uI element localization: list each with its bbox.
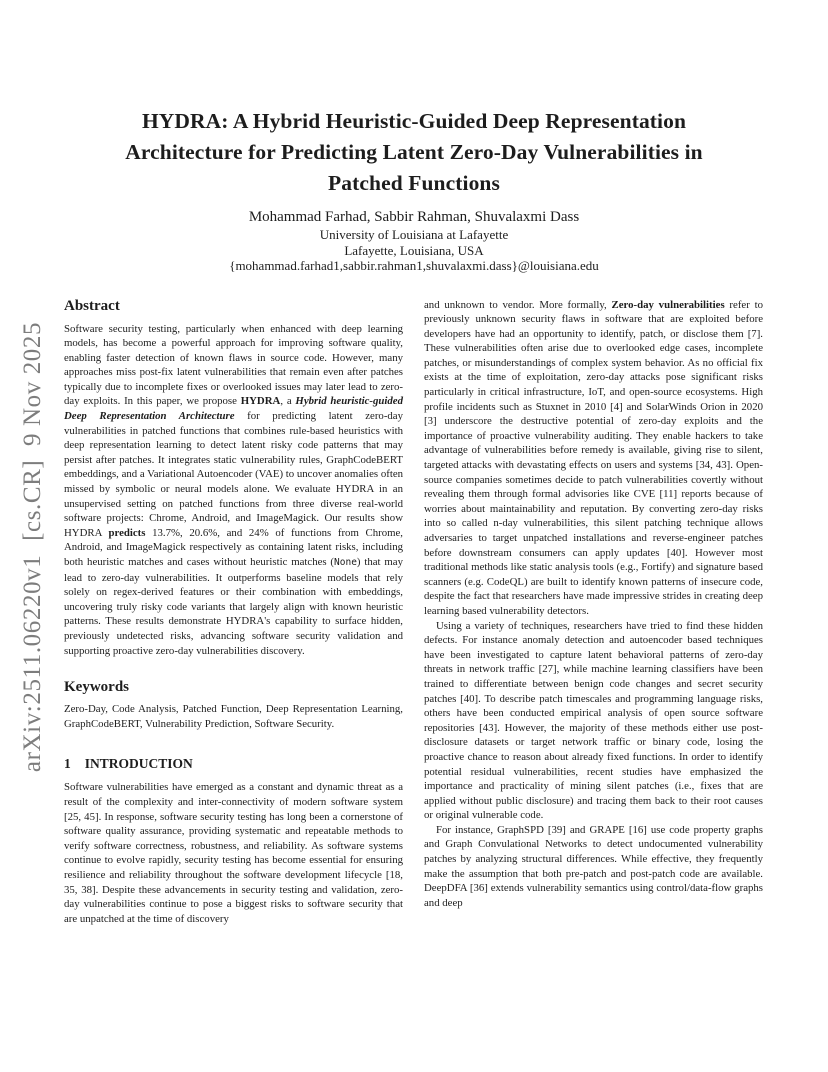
left-column — [64, 298, 403, 927]
introduction-paragraph-3: For instance, GraphSPD [39] and GRAPE [16] use code property graphs and Graph Convulational Networks to detect undocumented vulnerability patches by analyzing structural differences. While effective, they frequently make the assumption that both pre-patch and post-patch code are available. DeepDFA [36] extends vulnerability semantics using control/data-flow graphs and deep — [424, 823, 763, 909]
paper-title — [0, 106, 828, 199]
keywords-text: Zero-Day, Code Analysis, Patched Function, Deep Representation Learning, GraphCodeBERT, Vulnerability Prediction, Software Security. — [64, 703, 403, 730]
introduction-paragraph-2: Using a variety of techniques, researchers have tried to find these hidden defects. For instance anomaly detection and autoencoder based techniques have been investigated to capture latent behavioral patterns of zero-day threats in network traffic [27], while machine learning classifiers have been trained to differentiate between benign code changes and secret security patches [40]. To describe patch timescales and programming language risks, others have been conducted empirical analysis of open source software repositories [43]. However, the majority of these methods either use post-disclosure datasets or target network traffic or binary code, losing the proactive chance to reason about already fixed functions. In order to identify potential residual vulnerabilities, recent studies have emphasized the importance and practicality of mining silent patches (i.e., fixes that are applied without public disclosure) and tracing them back to their root causes or original vulnerable code. — [424, 619, 763, 822]
paper-title-line-3: Patched Functions — [328, 171, 500, 195]
right-column — [424, 298, 763, 927]
author-block — [0, 207, 828, 274]
keywords-heading: Keywords — [64, 679, 129, 696]
introduction-paragraph-continued: and unknown to vendor. More formally, Zero-day vulnerabilities refer to previously unknown security flaws in software that are exploited before developers have had an opportunity to identify, patch, or disclose them [7]. These vulnerabilities often arise due to overlooked edge cases, incomplete patches, or misunderstandings of complex system behavior. As no official fix exists at the time of exploitation, zero-day attacks pose significant risks particularly in critical infrastructure, IoT, and open-source ecosystems. High profile incidents such as Stuxnet in 2010 [4] and SolarWinds Orion in 2020 [3] underscore the destructive potential of zero-day exploits and the importance of proactive vulnerability auditing. They enable hackers to take advantage of vulnerabilities before remedy is available, giving rise to silent, targeted attacks with devastating effects on users and systems [34, 43]. Open-source companies sometimes decide to patch vulnerabilities covertly without revealing them through formal advisories like CVE [11] reports because of worries about maintainability and reputation. By converting zero-day risks into so called n-day vulnerabilities, this silent patching technique allows adversaries to target unpatched installations and reverse-engineer patches before downstream consumers can apply updates [40]. However most traditional methods like static analysis tools (e.g., Fortify) and signature based scanners (e.g. CodeQL) are built to identify known patterns of insecure code, despite the fact that researchers have made impressive strides in creating deep learning based vulnerability detectors. — [424, 298, 763, 617]
abstract-heading: Abstract — [64, 297, 120, 314]
author-location: Lafayette, Louisiana, USA — [344, 242, 484, 258]
section-1-title: INTRODUCTION — [84, 756, 193, 772]
paper-title-line-1: HYDRA: A Hybrid Heuristic-Guided Deep Representation — [141, 109, 687, 133]
author-emails: {mohammad.farhad1,sabbir.rahman1,shuvalaxmi.dass}@louisiana.edu — [229, 258, 599, 273]
arxiv-watermark: arXiv:2511.06220v1 [cs.CR] 9 Nov 2025 — [19, 321, 46, 773]
abstract-text: Software security testing, particularly when enhanced with deep learning models, has become a powerful approach for improving software quality, enabling faster detection of known flaws in source code. However, many approaches miss post-fix latent vulnerabilities that remain even after patches typically due to incomplete fixes or overlooked issues may later lead to zero-day exploits. In this paper, we propose HYDRA, a Hybrid heuristic-guided Deep Representation Architecture for predicting latent zero-day vulnerabilities in patched functions that combines rule-based heuristics with deep representation learning to detect latent risky code patterns that may persist after patches. It integrates static vulnerability rules, GraphCodeBERT embeddings, and a Variational Autoencoder (VAE) to uncover anomalies often missed by symbolic or neural models alone. We evaluate HYDRA in an unsupervised setting on patched functions from three diverse real-world software projects: Chrome, Android, and ImageMagick. Our results show HYDRA predicts 13.7%, 20.6%, and 24% of functions from Chrome, Android, and ImageMagick respectively as containing latent risks, including both heuristic matches and cases without heuristic matches (None) that may lead to zero-day vulnerabilities. It outperforms baseline models that rely solely on regex-derived features or their combination with embeddings, uncovering truly risky code variants that largely align with known heuristic patterns. These results demonstrate HYDRA's capability to surface hidden, previously undetected risks, advancing software security validation and supporting proactive zero-day vulnerabilities discovery. — [64, 322, 404, 657]
paper-title-line-2: Architecture for Predicting Latent Zero-Day Vulnerabilities in — [125, 140, 703, 164]
author-affiliation: University of Louisiana at Lafayette — [319, 227, 509, 242]
section-1-heading — [64, 756, 403, 772]
introduction-paragraph-left: Software vulnerabilities have emerged as a constant and dynamic threat as a result of the complexity and inter-connectivity of modern software system [25, 45]. In response, software security testing has long been a cornerstone of software quality assurance, providing systematic and repeatable methods to verify software correctness, robustness, and reliability. As software systems continue to evolve rapidly, security testing has become essential for ensuring resilience and reliability throughout the software development lifecycle [18, 35, 38]. Despite these advancements in security testing and validation, zero-day vulnerabilities continue to pose a biggest risks to software security that are unpatched at the time of discovery — [64, 781, 403, 925]
author-names: Mohammad Farhad, Sabbir Rahman, Shuvalaxmi Dass — [248, 209, 580, 225]
two-column-body — [0, 298, 828, 927]
section-1-number: 1 — [64, 756, 71, 772]
